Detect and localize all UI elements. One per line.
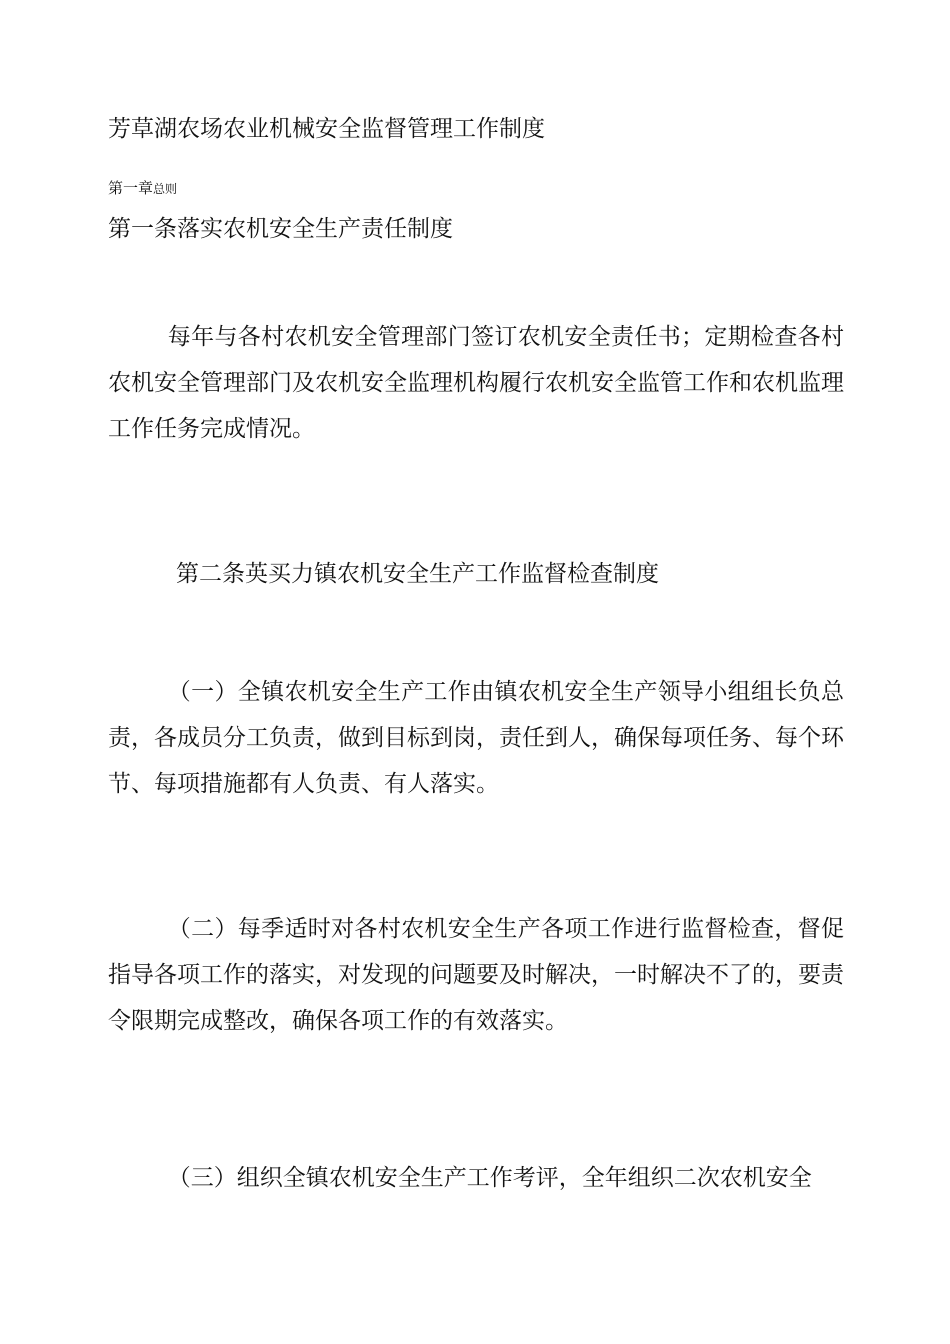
chapter-heading: [108, 177, 177, 200]
article-2-paragraph-1: （一）全镇农机安全生产工作由镇农机安全生产领导小组组长负总责，各成员分工负责，做到目标到岗，责任到人，确保每项任务、每个环节、每项措施都有人负责、有人落实。: [108, 679, 844, 797]
article-1-paragraph-1: 每年与各村农机安全管理部门签订农机安全责任书；定期检查各村农机安全管理部门及农机安全监理机构履行农机安全监管工作和农机监理工作任务完成情况。: [108, 324, 844, 442]
article-1-heading: 第一条落实农机安全生产责任制度: [108, 216, 453, 242]
document-title: 芳草湖农场农业机械安全监督管理工作制度: [108, 116, 545, 142]
article-2-heading: 第二条英买力镇农机安全生产工作监督检查制度: [176, 561, 659, 587]
article-2-paragraph-3: （三）组织全镇农机安全生产工作考评，全年组织二次农机安全: [167, 1165, 812, 1191]
chapter-label: 第一章: [108, 179, 154, 197]
article-2-paragraph-2: （二）每季适时对各村农机安全生产各项工作进行监督检查，督促指导各项工作的落实，对发现的问题要及时解决，一时解决不了的，要责令限期完成整改，确保各项工作的有效落实。: [108, 916, 844, 1034]
chapter-name: 总则: [153, 182, 178, 196]
